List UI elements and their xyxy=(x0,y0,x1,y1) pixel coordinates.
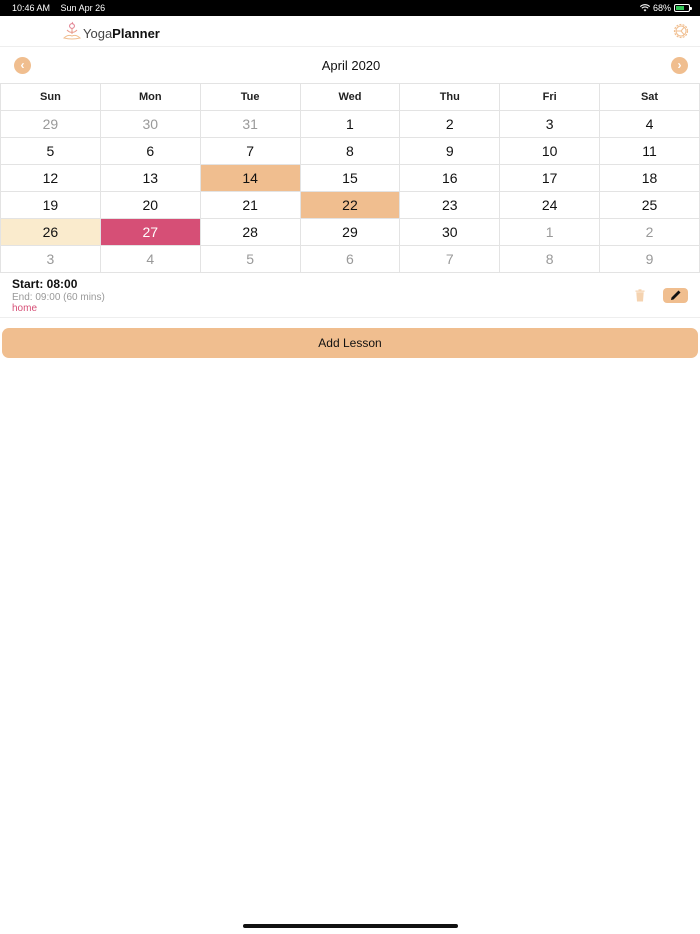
trash-icon xyxy=(635,289,645,302)
previous-month-button[interactable] xyxy=(14,57,31,74)
weekday-sat: Sat xyxy=(600,84,700,111)
calendar-day[interactable]: 24 xyxy=(500,192,600,219)
weekday-fri: Fri xyxy=(500,84,600,111)
status-date: Sun Apr 26 xyxy=(60,3,106,13)
calendar-week-row xyxy=(1,192,700,219)
calendar-day[interactable]: 31 xyxy=(200,111,300,138)
weekday-thu: Thu xyxy=(400,84,500,111)
lesson-actions xyxy=(633,288,688,303)
calendar-week-row xyxy=(1,138,700,165)
calendar-week-row xyxy=(1,111,700,138)
lesson-list-item[interactable] xyxy=(0,273,700,318)
pencil-icon xyxy=(670,289,682,301)
calendar-day[interactable]: 9 xyxy=(400,138,500,165)
chevron-right-icon: › xyxy=(677,58,682,72)
add-lesson-button[interactable]: Add Lesson xyxy=(2,328,698,358)
lesson-location: home xyxy=(12,302,38,314)
calendar-day[interactable]: 3 xyxy=(1,246,101,273)
calendar-day[interactable]: 8 xyxy=(300,138,400,165)
calendar-day[interactable]: 8 xyxy=(500,246,600,273)
logo-text-yoga: Yoga xyxy=(83,26,113,41)
lesson-end-time: End: 09:00 (60 mins) xyxy=(12,291,105,303)
calendar-week-row xyxy=(1,246,700,273)
weekday-sun: Sun xyxy=(1,84,101,111)
calendar-day[interactable]: 15 xyxy=(300,165,400,192)
status-time: 10:46 AM xyxy=(12,3,51,13)
app-logo xyxy=(62,21,160,41)
calendar-day[interactable]: 10 xyxy=(500,138,600,165)
calendar-day[interactable]: 13 xyxy=(100,165,200,192)
calendar-day[interactable]: 5 xyxy=(1,138,101,165)
calendar-week-row xyxy=(1,219,700,246)
weekday-mon: Mon xyxy=(100,84,200,111)
status-bar xyxy=(0,0,700,16)
calendar-day[interactable]: 25 xyxy=(600,192,700,219)
calendar-day-selected[interactable]: 27 xyxy=(100,219,200,246)
calendar-day[interactable]: 23 xyxy=(400,192,500,219)
calendar-day[interactable]: 2 xyxy=(600,219,700,246)
settings-gear-icon[interactable] xyxy=(672,22,690,40)
calendar-day[interactable]: 2 xyxy=(400,111,500,138)
next-month-button[interactable] xyxy=(671,57,688,74)
calendar-day-with-lesson[interactable]: 14 xyxy=(200,165,300,192)
calendar-day[interactable]: 6 xyxy=(300,246,400,273)
calendar-day[interactable]: 3 xyxy=(500,111,600,138)
battery-percent: 68% xyxy=(652,3,671,13)
edit-lesson-button[interactable] xyxy=(663,288,688,303)
calendar-day[interactable]: 17 xyxy=(500,165,600,192)
calendar-day[interactable]: 29 xyxy=(1,111,101,138)
calendar-day[interactable]: 4 xyxy=(100,246,200,273)
app-header xyxy=(0,16,700,47)
battery-icon xyxy=(674,4,690,12)
calendar-day[interactable]: 12 xyxy=(1,165,101,192)
month-header xyxy=(0,47,700,83)
calendar-day[interactable]: 20 xyxy=(100,192,200,219)
calendar-body xyxy=(1,111,700,273)
delete-lesson-button[interactable] xyxy=(633,288,647,302)
calendar-day[interactable]: 4 xyxy=(600,111,700,138)
calendar-day[interactable]: 11 xyxy=(600,138,700,165)
calendar-day[interactable]: 5 xyxy=(200,246,300,273)
calendar-day[interactable]: 30 xyxy=(400,219,500,246)
calendar-day[interactable]: 1 xyxy=(500,219,600,246)
lesson-start-time: Start: 08:00 xyxy=(12,276,78,291)
calendar-grid xyxy=(0,83,700,273)
yoga-pose-icon xyxy=(62,21,82,41)
calendar-day-with-lesson[interactable]: 22 xyxy=(300,192,400,219)
calendar-day[interactable]: 7 xyxy=(400,246,500,273)
calendar-week-row xyxy=(1,165,700,192)
calendar-day[interactable]: 30 xyxy=(100,111,200,138)
calendar-day[interactable]: 16 xyxy=(400,165,500,192)
logo-text-planner: Planner xyxy=(112,26,160,41)
wifi-icon xyxy=(640,4,650,12)
calendar-day[interactable]: 6 xyxy=(100,138,200,165)
calendar-day[interactable]: 28 xyxy=(200,219,300,246)
calendar-day[interactable]: 18 xyxy=(600,165,700,192)
weekday-wed: Wed xyxy=(300,84,400,111)
calendar-day[interactable]: 19 xyxy=(1,192,101,219)
calendar-day[interactable]: 9 xyxy=(600,246,700,273)
weekday-header-row xyxy=(1,84,700,111)
calendar-day[interactable]: 7 xyxy=(200,138,300,165)
calendar-day[interactable]: 21 xyxy=(200,192,300,219)
home-indicator[interactable] xyxy=(243,924,458,928)
calendar-day-today[interactable]: 26 xyxy=(1,219,101,246)
lesson-info xyxy=(12,277,105,314)
month-title: April 2020 xyxy=(321,57,381,73)
calendar-day[interactable]: 29 xyxy=(300,219,400,246)
chevron-left-icon: ‹ xyxy=(20,58,25,72)
calendar-day[interactable]: 1 xyxy=(300,111,400,138)
weekday-tue: Tue xyxy=(200,84,300,111)
